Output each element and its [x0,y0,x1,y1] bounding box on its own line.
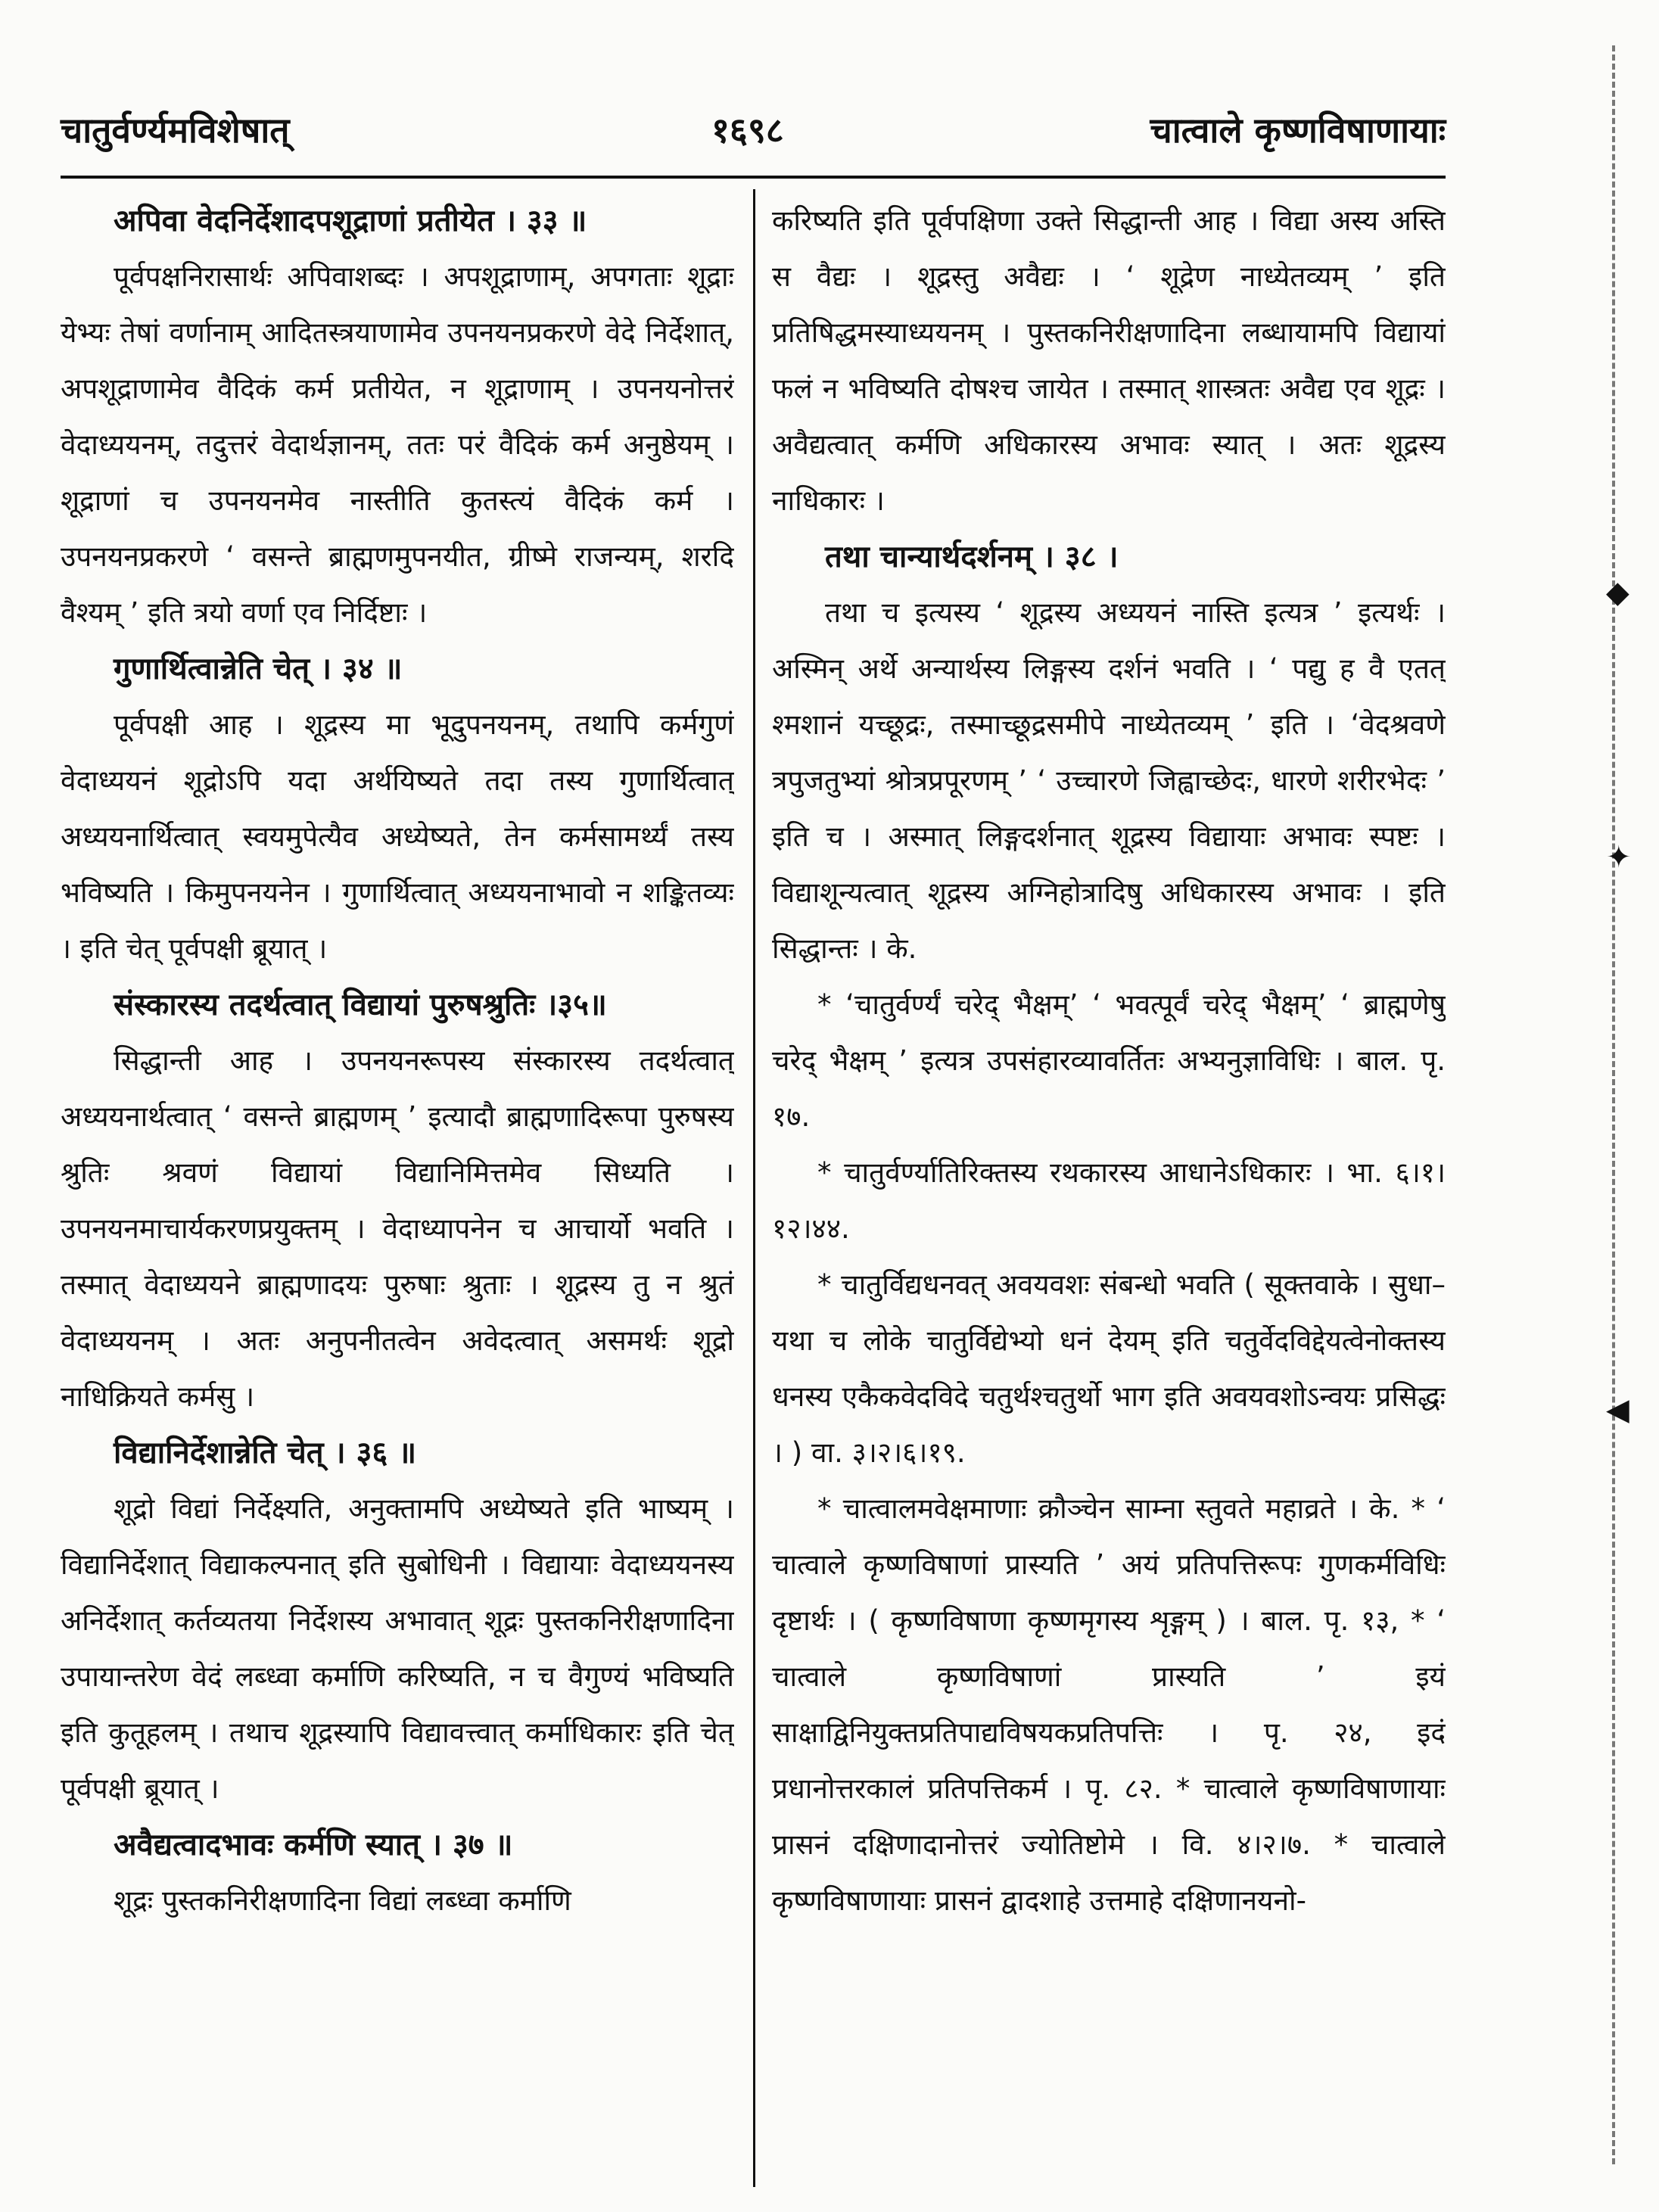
page-edge-scan-marks [1606,45,1651,2210]
sutra-35: संस्कारस्य तदर्थत्वात् विद्यायां पुरुषश्रुतिः ।३५॥ [114,988,607,1022]
header-rule [61,176,1446,179]
index-entry: * चातुर्वर्ण्यातिरिक्तस्य रथकारस्य आधानेऽधिकारः । भा. ६।१।१२।४४. [772,1156,1446,1245]
commentary-paragraph: पूर्वपक्षनिरासार्थः अपिवाशब्दः । अपशूद्राणाम्, अपगताः शूद्राः येभ्यः तेषां वर्णानाम् आदितस्त्रयाणामेव उपनयनप्रकरणे वेदे निर्देशात्, अपशूद्राणामेव वैदिकं कर्म प्रतीयेत, न शूद्राणाम् । उपनयनोत्तरं वेदाध्ययनम्, तदुत्तरं वेदार्थज्ञानम्, ततः परं वैदिकं कर्म अनुष्ठेयम् । शूद्राणां च उपनयनमेव नास्तीति कुतस्त्यं वैदिकं कर्म । उपनयनप्रकरणे ‘ वसन्ते ब्राह्मणमुपनयीत, ग्रीष्मे राजन्यम्, शरदि वैश्यम् ’ इति त्रयो वर्णा एव निर्दिष्टाः । [61,260,734,629]
sutra-34: गुणार्थित्वान्नेति चेत् । ३४ ॥ [114,652,403,686]
commentary-paragraph: शूद्रः पुस्तकनिरीक्षणादिना विद्यां लब्ध्वा कर्माणि [114,1884,571,1917]
sutra-33: अपिवा वेदनिर्देशादपशूद्राणां प्रतीयेत । ३३ ॥ [114,204,587,238]
commentary-paragraph: पूर्वपक्षी आह । शूद्रस्य मा भूदुपनयनम्, तथापि कर्मगुणं वेदाध्ययनं शूद्रोऽपि यदा अर्थयिष्यते तदा तस्य गुणार्थित्वात् अध्ययनार्थित्वात् स्वयमुपेत्यैव अध्येष्यते, तेन कर्मसामर्थ्यं तस्य भविष्यति । किमुपनयनेन । गुणार्थित्वात् अध्ययनाभावो न शङ्कितव्यः । इति चेत् पूर्वपक्षी ब्रूयात् । [61,708,734,965]
right-column [772,193,1446,2168]
commentary-paragraph: सिद्धान्ती आह । उपनयनरूपस्य संस्कारस्य तदर्थत्वात् अध्ययनार्थत्वात् ‘ वसन्ते ब्राह्मणम् ’ इत्यादौ ब्राह्मणादिरूपा पुरुषस्य श्रुतिः श्रवणं विद्यायां विद्यानिमित्तमेव सिध्यति । उपनयनमाचार्यकरणप्रयुक्तम् । वेदाध्यापनेन च आचार्यो भवति । तस्मात् वेदाध्ययने ब्राह्मणादयः पुरुषाः श्रुताः । शूद्रस्य तु न श्रुतं वेदाध्ययनम् । अतः अनुपनीतत्वेन अवेदत्वात् असमर्थः शूद्रो नाधिक्रियते कर्मसु । [61,1044,734,1413]
index-entry: * चात्वालमवेक्षमाणाः क्रौञ्चेन साम्ना स्तुवते महाव्रते । के. * ‘ चात्वाले कृष्णविषाणां प्रास्यति ’ अयं प्रतिपत्तिरूपः गुणकर्मविधिः दृष्टार्थः । ( कृष्णविषाणा कृष्णमृगस्य शृङ्गम् ) । बाल. पृ. १३, * ‘ चात्वाले कृष्णविषाणां प्रास्यति ’ इयं साक्षाद्विनियुक्तप्रतिपाद्यविषयकप्रतिपत्तिः । पृ. २४, इदं प्रधानोत्तरकालं प्रतिपत्तिकर्म । पृ. ८२. * चात्वाले कृष्णविषाणायाः प्रासनं दक्षिणादानोत्तरं ज्योतिष्टोमे । वि. ४।२।७. * चात्वाले कृष्णविषाणायाः प्रासनं द्वादशाहे उत्तमाहे दक्षिणानयनो- [772,1492,1446,1917]
bullet-mark-icon: ◆ [1606,575,1629,610]
index-entry: * चातुर्विद्यधनवत् अवयवशः संबन्धो भवति ( सूक्तवाके । सुधा– यथा च लोके चातुर्विद्येभ्यो धनं देयम् इति चतुर्वेदविद्देयत्वेनोक्तस्य धनस्य एकैकवेदविदे चतुर्थश्चतुर्थो भाग इति अवयवशोऽन्वयः प्रसिद्धः । ) वा. ३।२।६।१९. [772,1268,1446,1469]
column-divider [753,189,755,2187]
binding-edge-line [1612,45,1615,2164]
sutra-36: विद्यानिर्देशान्नेति चेत् । ३६ ॥ [114,1436,417,1470]
index-entry: * ‘चातुर्वर्ण्यं चरेद् भैक्षम्’ ‘ भवत्पूर्वं चरेद् भैक्षम्’ ‘ ब्राह्मणेषु चरेद् भैक्षम् ’ इत्यत्र उपसंहारव्यावर्तितः अभ्यनुज्ञाविधिः । बाल. पृ. १७. [772,988,1446,1133]
page-number: १६९८ [711,110,784,151]
page-header [61,91,1446,166]
commentary-paragraph: तथा च इत्यस्य ‘ शूद्रस्य अध्ययनं नास्ति इत्यत्र ’ इत्यर्थः । अस्मिन् अर्थे अन्यार्थस्य लिङ्गस्य दर्शनं भवति । ‘ पद्यु ह वै एतत् श्मशानं यच्छूद्रः, तस्माच्छूद्रसमीपे नाध्येतव्यम् ’ इति । ‘वेदश्रवणे त्रपुजतुभ्यां श्रोत्रप्रपूरणम् ’ ‘ उच्चारणे जिह्वाच्छेदः, धारणे शरीरभेदः ’ इति च । अस्मात् लिङ्गदर्शनात् शूद्रस्य विद्यायाः अभावः स्पष्टः । विद्याशून्यत्वात् शूद्रस्य अग्निहोत्रादिषु अधिकारस्य अभावः । इति सिद्धान्तः । के. [772,596,1446,965]
header-left-title: चातुर्वर्ण्यमविशेषात् [61,110,290,151]
header-right-title: चात्वाले कृष्णविषाणायाः [1150,110,1446,151]
commentary-paragraph: करिष्यति इति पूर्वपक्षिणा उक्ते सिद्धान्ती आह । विद्या अस्य अस्ति स वैद्यः । शूद्रस्तु अवैद्यः । ‘ शूद्रेण नाध्येतव्यम् ’ इति प्रतिषिद्धमस्याध्ययनम् । पुस्तकनिरीक्षणादिना लब्धायामपि विद्यायां फलं न भविष्यति दोषश्च जायेत । तस्मात् शास्त्रतः अवैद्य एव शूद्रः । अवैद्यत्वात् कर्मणि अधिकारस्य अभावः स्यात् । अतः शूद्रस्य नाधिकारः । [772,204,1446,517]
sutra-38: तथा चान्यार्थदर्शनम् । ३८ । [825,540,1119,574]
sutra-37: अवैद्यत्वादभावः कर्मणि स्यात् । ३७ ॥ [114,1828,513,1862]
commentary-paragraph: शूद्रो विद्यां निर्देक्ष्यति, अनुक्तामपि अध्येष्यते इति भाष्यम् । विद्यानिर्देशात् विद्याकल्पनात् इति सुबोधिनी । विद्यायाः वेदाध्ययनस्य अनिर्देशात् कर्तव्यतया निर्देशस्य अभावात् शूद्रः पुस्तकनिरीक्षणादिना उपायान्तरेण वेदं लब्ध्वा कर्माणि करिष्यति, न च वैगुण्यं भविष्यति इति कुतूहलम् । तथाच शूद्रस्यापि विद्यावत्त्वात् कर्माधिकारः इति चेत् पूर्वपक्षी ब्रूयात् । [61,1492,734,1805]
star-mark-icon: ✦ [1606,840,1632,875]
left-column [61,193,734,2168]
flag-mark-icon: ◀ [1606,1392,1629,1427]
